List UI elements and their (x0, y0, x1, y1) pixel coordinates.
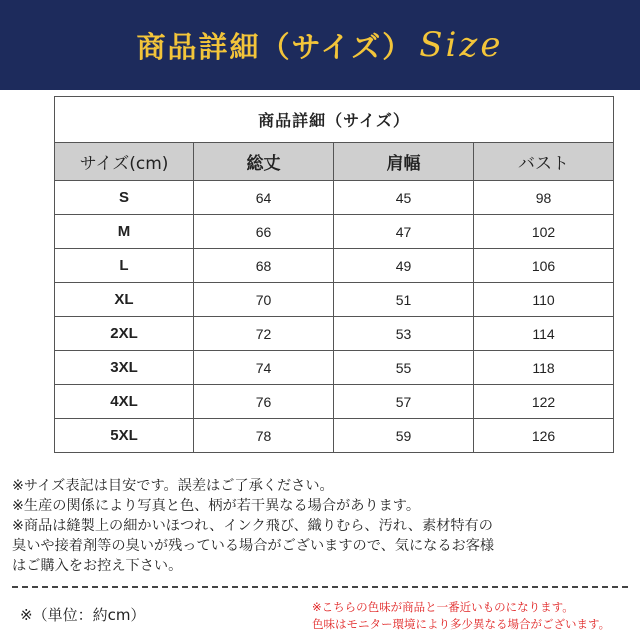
header-shoulder: 肩幅 (334, 143, 474, 181)
length-cell: 72 (194, 317, 334, 351)
table-row (55, 249, 614, 283)
bust-cell: 114 (474, 317, 614, 351)
size-cell: 4XL (55, 385, 194, 419)
table-row (55, 419, 614, 453)
note-line: はご購入をお控え下さい。 (12, 558, 183, 574)
color-note-line: ※こちらの色味が商品と一番近いものになります。 (312, 600, 574, 614)
notes-block (12, 476, 632, 576)
table-row (55, 317, 614, 351)
unit-note: ※（単位：約cm） (20, 606, 146, 624)
note-line: ※生産の関係により写真と色、柄が若干異なる場合があります。 (12, 498, 421, 514)
bust-cell: 110 (474, 283, 614, 317)
length-cell: 64 (194, 181, 334, 215)
shoulder-cell: 59 (334, 419, 474, 453)
dashed-divider (12, 586, 628, 588)
table-row (55, 351, 614, 385)
length-cell: 76 (194, 385, 334, 419)
table-caption: 商品詳細（サイズ） (55, 97, 614, 143)
banner-title: 商品詳細（サイズ） (136, 29, 414, 64)
bust-cell: 106 (474, 249, 614, 283)
size-table-container (54, 96, 613, 453)
size-cell: 5XL (55, 419, 194, 453)
length-cell: 70 (194, 283, 334, 317)
shoulder-cell: 45 (334, 181, 474, 215)
banner-script-title: Size (419, 25, 504, 65)
size-cell: L (55, 249, 194, 283)
length-cell: 78 (194, 419, 334, 453)
header-length: 総丈 (194, 143, 334, 181)
table-row (55, 385, 614, 419)
size-table (54, 96, 614, 453)
shoulder-cell: 55 (334, 351, 474, 385)
size-cell: 2XL (55, 317, 194, 351)
bust-cell: 126 (474, 419, 614, 453)
size-cell: XL (55, 283, 194, 317)
note-line: ※商品は縫製上の細かいほつれ、インク飛び、織りむら、汚れ、素材特有の (12, 518, 493, 534)
bust-cell: 98 (474, 181, 614, 215)
bust-cell: 118 (474, 351, 614, 385)
length-cell: 74 (194, 351, 334, 385)
shoulder-cell: 53 (334, 317, 474, 351)
header-size: サイズ(cm) (55, 143, 194, 181)
title-banner (0, 0, 640, 90)
size-cell: S (55, 181, 194, 215)
shoulder-cell: 49 (334, 249, 474, 283)
table-row (55, 215, 614, 249)
size-cell: 3XL (55, 351, 194, 385)
shoulder-cell: 51 (334, 283, 474, 317)
size-cell: M (55, 215, 194, 249)
shoulder-cell: 57 (334, 385, 474, 419)
color-note-line: 色味はモニター環境により多少異なる場合がございます。 (312, 617, 611, 631)
header-bust: バスト (474, 143, 614, 181)
note-line: 臭いや接着剤等の臭いが残っている場合がございますので、気になるお客様 (12, 538, 495, 554)
table-header-row (55, 143, 614, 181)
bust-cell: 122 (474, 385, 614, 419)
note-line: ※サイズ表記は目安です。誤差はご了承ください。 (12, 478, 334, 494)
table-row (55, 283, 614, 317)
table-row (55, 181, 614, 215)
length-cell: 66 (194, 215, 334, 249)
shoulder-cell: 47 (334, 215, 474, 249)
color-note (312, 599, 634, 633)
bust-cell: 102 (474, 215, 614, 249)
length-cell: 68 (194, 249, 334, 283)
